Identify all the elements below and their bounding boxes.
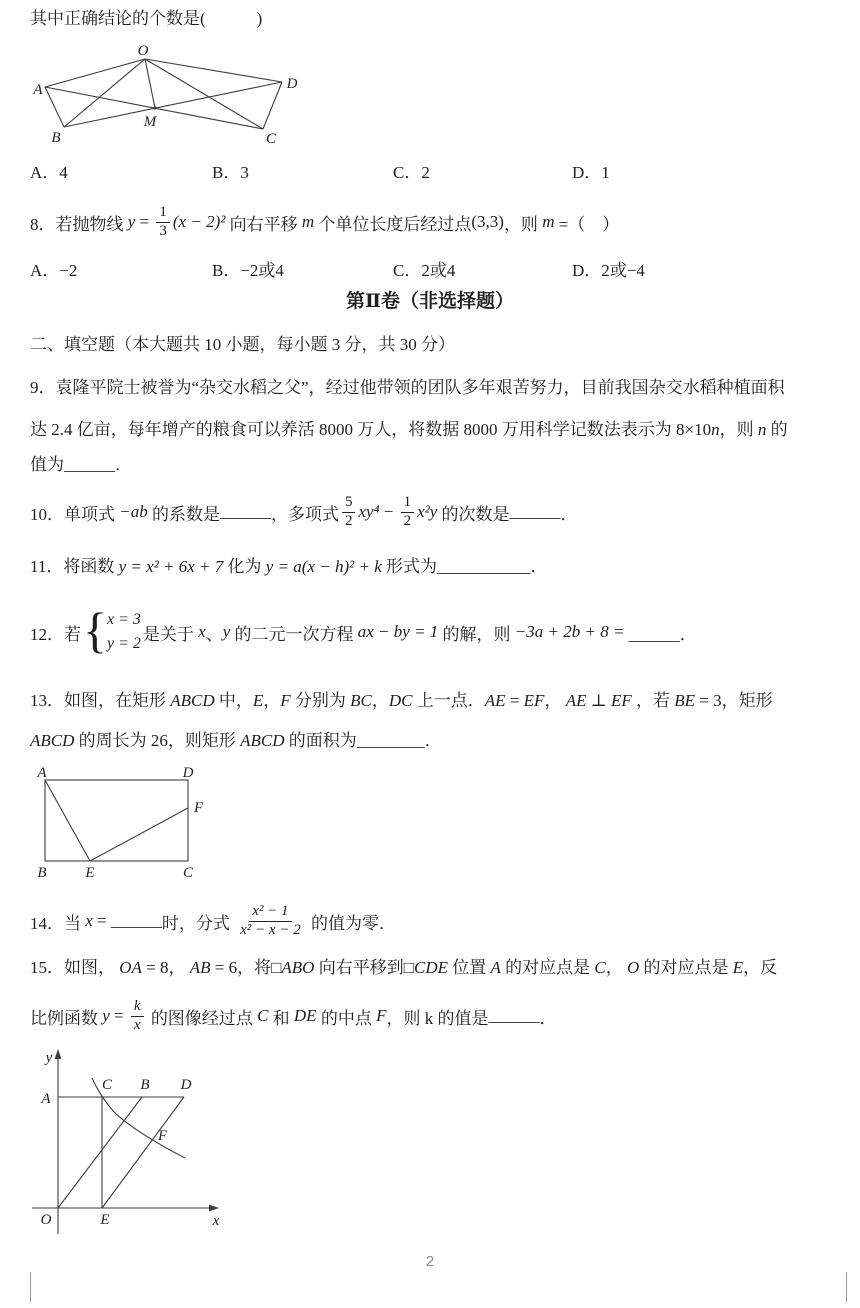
point-label-B: B — [51, 130, 61, 146]
question-9-line-3: 值为______． — [30, 455, 132, 474]
point-label-A: A — [41, 1091, 51, 1107]
point-label-C: C — [182, 865, 194, 881]
option-8-B: B．−2或4 — [212, 261, 284, 280]
option-8-C: C．2或4 — [393, 261, 456, 280]
option-7-C: C．2 — [393, 163, 430, 182]
question-9-line-2: 达 2.4 亿亩，每年增产的粮食可以养活 8000 万人，将数据 8000 万用科学记数法表示为 8×10n，则 n 的 — [30, 420, 788, 439]
point-label-O: O — [137, 43, 149, 59]
axis-label-y: y — [45, 1050, 53, 1066]
point-label-C: C — [101, 1077, 113, 1093]
section-2-header: 第Ⅱ卷（非选择题） — [345, 291, 514, 312]
question-15-line-2: 比例函数 y = $\frac{k}{x}$ 的图像经过点 C 和 DE 的中点 F ，则 k 的值是 ______ ． — [30, 998, 557, 1033]
question-15-line-1: 15．如图， OA = 8， AB = 6，将□ABO 向右平移到□CDE 位置 A 的对应点是 C， O 的对应点是 E，反 — [30, 958, 778, 977]
figure-quadrilateral-OABCD — [30, 42, 302, 152]
point-label-M: M — [143, 114, 157, 130]
point-label-A: A — [37, 765, 47, 781]
point-label-O: O — [40, 1212, 52, 1228]
question-13-line-2: ABCD 的周长为 26，则矩形 ABCD 的面积为________． — [30, 731, 442, 750]
point-label-D: D — [182, 765, 194, 781]
question-7-stem-tail: 其中正确结论的个数是( ) — [30, 9, 263, 28]
option-7-B: B．3 — [212, 163, 249, 182]
figure-rectangle-ABCD — [38, 765, 210, 883]
question-14-stem: 14．当 x = ______ 时，分式 $\frac{\text{x² − 1}}{\text{x² − x − 2}}$ 的值为零． — [30, 903, 396, 938]
question-13-line-1: 13．如图，在矩形 ABCD 中，E，F 分别为 BC，DC 上一点．AE = EF， AE ⊥ EF ，若 BE = 3，矩形 — [30, 691, 773, 710]
point-label-B: B — [140, 1077, 150, 1093]
point-label-B: B — [37, 865, 47, 881]
question-10-stem: 10．单项式 −ab 的系数是 ______ ，多项式 $\frac{5}{2}$ xy⁴ − $\frac{1}{2}$ x²y 的次数是 ______ ． — [30, 494, 578, 529]
point-label-D: D — [286, 76, 298, 92]
question-8-stem: 8．若抛物线 y = $\frac{1}{3}$ (x − 2)² 向右平移 m 个单位长度后经过点 (3,3) ，则 m =（ ） — [30, 204, 620, 239]
point-label-F: F — [158, 1128, 168, 1144]
axis-label-x: x — [212, 1213, 220, 1229]
figure-coordinate-plane-hyperbola — [30, 1046, 250, 1246]
point-label-A: A — [33, 82, 43, 98]
section-2-subheader: 二、填空题（本大题共 10 小题，每小题 3 分，共 30 分） — [30, 335, 455, 354]
point-label-F: F — [194, 800, 204, 816]
point-label-E: E — [85, 865, 95, 881]
option-8-A: A．−2 — [30, 261, 78, 280]
option-8-D: D．2或−4 — [572, 261, 645, 280]
page-margin-mark-left — [30, 1272, 31, 1302]
page-number: 2 — [425, 1253, 435, 1270]
page-margin-mark-right — [846, 1272, 847, 1302]
point-label-D: D — [180, 1077, 192, 1093]
option-7-D: D．1 — [572, 163, 610, 182]
point-label-C: C — [265, 131, 277, 147]
question-11-stem: 11．将函数 y = x² + 6x + 7 化为 y = a(x − h)² + k 形式为___________． — [30, 557, 548, 576]
point-label-E: E — [100, 1212, 110, 1228]
option-7-A: A．4 — [30, 163, 68, 182]
question-12-stem: 12．若 { x = 3 y = 2 是关于 x 、 y 的二元一次方程 ax − by = 1 的解，则 −3a + 2b + 8 = ______． — [30, 601, 697, 658]
question-9-line-1: 9．袁隆平院士被誉为“杂交水稻之父”，经过他带领的团队多年艰苦努力，目前我国杂交水稻种植面积 — [30, 378, 785, 397]
